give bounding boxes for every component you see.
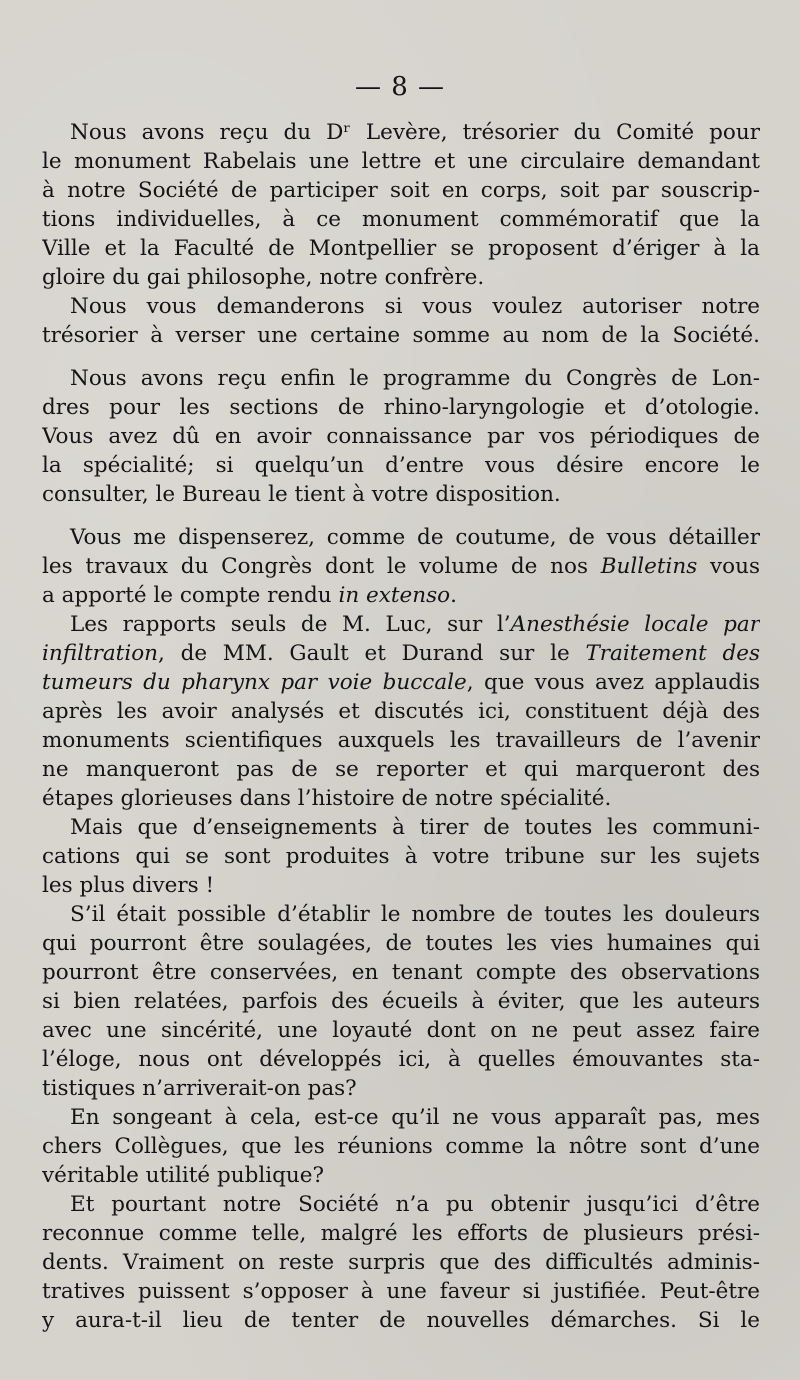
paragraph-public-utility — [42, 1103, 760, 1190]
text-line: après les avoir analysés et discutés ici, constituent déjà des — [42, 699, 760, 724]
paragraph-gap — [42, 350, 760, 364]
text-line: ne manqueront pas de se reporter et qui marqueront des — [42, 757, 760, 782]
text-line: Nous vous demanderons si vous voulez autoriser notre — [70, 294, 760, 319]
text-line: tumeurs du pharynx par voie buccale, que vous avez applaudis — [42, 670, 760, 695]
text-line: la spécialité; si quelqu’un d’entre vous désire encore le — [42, 453, 760, 478]
text-line: si bien relatées, parfois des écueils à éviter, que les auteurs — [42, 989, 760, 1014]
text-line: a apporté le compte rendu in extenso. — [42, 583, 457, 608]
text-line: pourront être conservées, en tenant compte des observations — [42, 960, 760, 985]
italic-text: Traitement des — [585, 641, 760, 666]
paragraph-treasurer — [42, 292, 760, 350]
italic-text: infiltration — [42, 641, 158, 666]
text-line: qui pourront être soulagées, de toutes les vies humaines qui — [42, 931, 760, 956]
paragraph-communications — [42, 813, 760, 900]
text-line: à notre Société de participer soit en corps, soit par souscrip- — [42, 178, 760, 203]
text-line: y aura-t-il lieu de tenter de nouvelles démarches. Si le — [42, 1308, 760, 1333]
text-line: tions individuelles, à ce monument commémoratif que la — [42, 207, 760, 232]
text-line: véritable utilité publique? — [42, 1163, 324, 1188]
paragraph-gap — [42, 509, 760, 523]
text-line: tratives puissent s’opposer à une faveur si justifiée. Peut-être — [42, 1279, 760, 1304]
text-line: Nous avons reçu enfin le programme du Congrès de Lon- — [70, 366, 760, 391]
paragraph-rabelais-monument — [42, 118, 760, 292]
text-line: le monument Rabelais une lettre et une circulaire demandant — [42, 149, 760, 174]
text-line: gloire du gai philosophe, notre confrère. — [42, 265, 485, 290]
page-number: — 8 — — [354, 72, 446, 102]
text-line: Les rapports seuls de M. Luc, sur l’Anesthésie locale par — [70, 612, 760, 637]
text-line: monuments scientifiques auxquels les travailleurs de l’avenir — [42, 728, 760, 753]
paragraph-congress-works — [42, 523, 760, 610]
text-line: l’éloge, nous ont développés ici, à quelles émouvantes sta- — [42, 1047, 760, 1072]
text-line: Mais que d’enseignements à tirer de toutes les communi- — [70, 815, 760, 840]
text-line: Vous avez dû en avoir connaissance par vos périodiques de — [42, 424, 760, 449]
italic-text: in extenso — [338, 583, 451, 608]
text-line: étapes glorieuses dans l’histoire de notre spécialité. — [42, 786, 612, 811]
text-line: trésorier à verser une certaine somme au nom de la Société. — [42, 323, 760, 348]
text-line: reconnue comme telle, malgré les efforts de plusieurs prési- — [42, 1221, 760, 1246]
paragraph-reports — [42, 610, 760, 813]
paragraph-statistics — [42, 900, 760, 1103]
text-line: avec une sincérité, une loyauté dont on ne peut assez faire — [42, 1018, 760, 1043]
text-line: infiltration, de MM. Gault et Durand sur le Traitement des — [42, 641, 760, 666]
paragraph-recognition — [42, 1190, 760, 1335]
text-line: consulter, le Bureau le tient à votre disposition. — [42, 482, 561, 507]
text-line: chers Collègues, que les réunions comme la nôtre sont d’une — [42, 1134, 760, 1159]
body-text — [42, 118, 760, 1335]
text-line: Vous me dispenserez, comme de coutume, de vous détailler — [70, 525, 760, 550]
paragraph-london-congress — [42, 364, 760, 509]
italic-text: Bulletins — [600, 554, 698, 579]
italic-text: tumeurs du pharynx par voie buccale — [42, 670, 467, 695]
text-line: En songeant à cela, est-ce qu’il ne vous apparaît pas, mes — [70, 1105, 760, 1130]
text-line: cations qui se sont produites à votre tribune sur les sujets — [42, 844, 760, 869]
text-line: S’il était possible d’établir le nombre de toutes les douleurs — [70, 902, 760, 927]
text-line: dres pour les sections de rhino-laryngologie et d’otologie. — [42, 395, 760, 420]
text-line: les travaux du Congrès dont le volume de nos Bulletins vous — [42, 554, 760, 579]
italic-text: Anesthésie locale par — [510, 612, 760, 637]
text-line: Ville et la Faculté de Montpellier se proposent d’ériger à la — [42, 236, 760, 261]
text-line: les plus divers ! — [42, 873, 215, 898]
text-line: Nous avons reçu du Dʳ Levère, trésorier du Comité pour — [70, 120, 760, 145]
text-line: tistiques n’arriverait-on pas? — [42, 1076, 357, 1101]
text-line: Et pourtant notre Société n’a pu obtenir jusqu’ici d’être — [70, 1192, 760, 1217]
text-line: dents. Vraiment on reste surpris que des difficultés adminis- — [42, 1250, 760, 1275]
